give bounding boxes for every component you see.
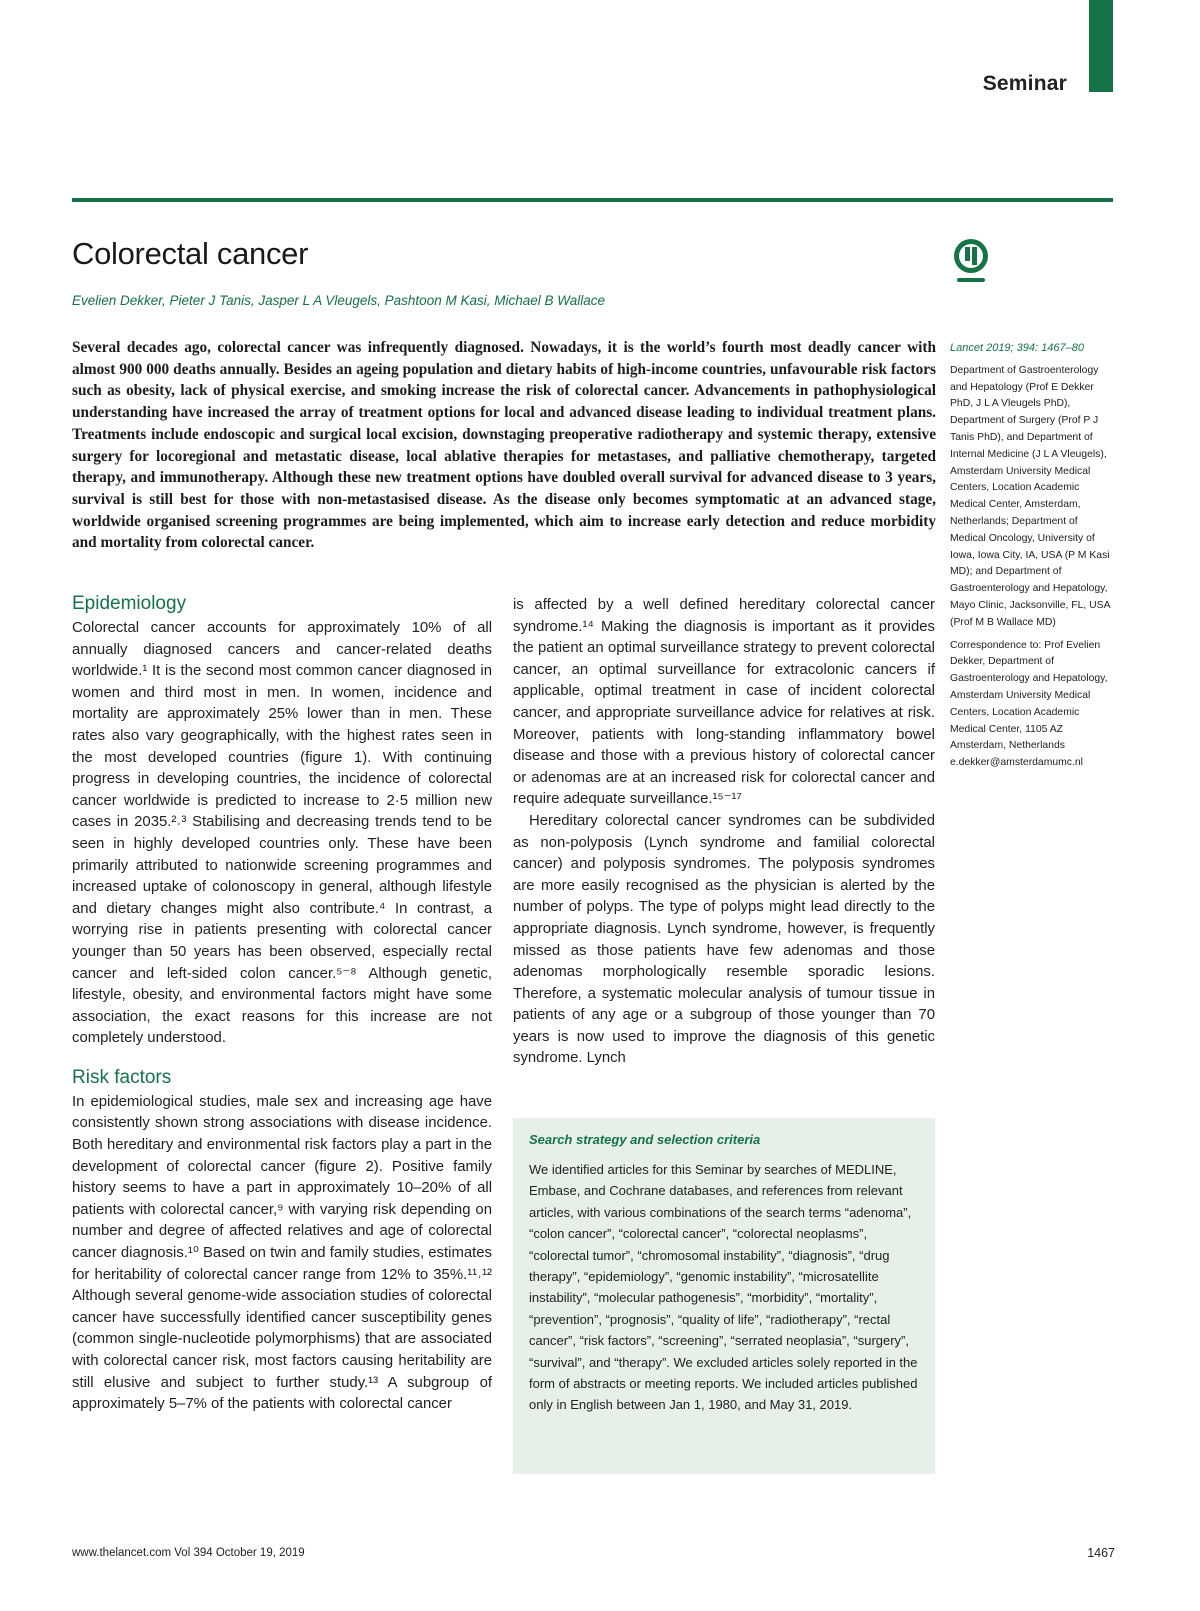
section-label: Seminar [982,72,1067,95]
footer-journal-info: www.thelancet.com Vol 394 October 19, 2019 [72,1547,305,1559]
panel-heading: Search strategy and selection criteria [529,1132,761,1147]
heading-epidemiology: Epidemiology [72,593,187,614]
affiliations: Department of Gastroenterology and Hepatology (Prof E Dekker PhD, J L A Vleugels PhD), Department of Surgery (Prof P J Tanis PhD), and Department of Internal Medicine (J L A Vleugels), Amsterdam University Medical Centers, Location Academic Medical Center, Amsterdam, Netherlands; Department of Medical Oncology, University of Iowa, Iowa City, IA, USA (P M Kasi MD); and Department of Gastroenterology and Hepatology, Mayo Clinic, Jacksonville, FL, USA (Prof M B Wallace MD) [950,364,1110,628]
epidemiology-paragraph: Colorectal cancer accounts for approximately 10% of all annually diagnosed cancers and cancer-related deaths worldwide.¹ It is the second most common cancer diagnosed in women and third most in men. In women, incidence and mortality are approximately 25% lower than in men. These rates also vary geographically, with the highest rates seen in the most developed countries (figure 1). With continuing progress in developing countries, the incidence of colorectal cancer worldwide is predicted to increase to 2·5 million new cases in 2035.²˒³ Stabilising and decreasing trends tend to be seen in highly developed countries only. These have been primarily attributed to nationwide screening programmes and increased uptake of colonoscopy in general, although lifestyle and dietary changes might also contribute.⁴ In contrast, a worrying rise in patients presenting with colorectal cancer younger than 50 years has been observed, especially rectal cancer and left-sided colon cancer.⁵⁻⁸ Although genetic, lifestyle, obesity, and environmental factors might have some association, the exact reasons for this increase are not completely understood. [72,620,492,1047]
sidebar-notes [950,340,1115,778]
citation: Lancet 2019; 394: 1467–80 [950,342,1084,354]
author-list: Evelien Dekker, Pieter J Tanis, Jasper L A Vleugels, Pashtoon M Kasi, Michael B Wallace [72,293,606,308]
abstract: Several decades ago, colorectal cancer was infrequently diagnosed. Nowadays, it is the world’s fourth most deadly cancer with almost 900 000 deaths annually. Besides an ageing population and dietary habits of high-income countries, unfavourable risk factors such as obesity, lack of physical exercise, and smoking increase the risk of colorectal cancer. Advancements in pathophysiological understanding have increased the array of treatment options for local and advanced disease leading to individual treatment plans. Treatments include endoscopic and surgical local excision, downstaging preoperative radiotherapy and systemic therapy, extensive surgery for locoregional and metastatic disease, local ablative therapies for metastases, and palliative chemotherapy, targeted therapy, and immunotherapy. Although these new treatment options have doubled overall survival for advanced disease to 3 years, survival is still best for those with non-metastasised disease. As the disease only becomes symptomatic at an advanced stage, worldwide organised screening programmes are being implemented, which aim to increase early detection and reduce morbidity and mortality from colorectal cancer. [72,339,936,552]
heading-risk-factors: Risk factors [72,1066,172,1088]
crossmark-icon[interactable] [951,238,991,286]
section-color-tab [1089,0,1113,92]
hereditary-paragraph-2: Hereditary colorectal cancer syndromes can be subdivided as non-polyposis (Lynch syndrome and familial colorectal cancer) and polyposis syndromes. The polyposis syndromes are more easily recognised as the physician is alerted by the number of polyps. The type of polyps might lead directly to the appropriate diagnosis. Lynch syndrome, however, is frequently missed as those patients have few adenomas and those adenomas morphologically resemble sporadic lesions. Therefore, a systematic molecular analysis of tumour tissue in patients of any age or a subgroup of those younger than 70 years is now used to improve the diagnosis of this genetic syndrome. Lynch [513,812,935,1067]
search-strategy-panel [513,1118,935,1474]
header-rule [72,198,1113,202]
risk-factors-paragraph: In epidemiological studies, male sex and increasing age have consistently shown strong associations with disease incidence. Both hereditary and environmental risk factors play a part in the development of colorectal cancer (figure 2). Positive family history seems to have a part in approximately 10–20% of all patients with colorectal cancer,⁹ with varying risk depending on number and degree of affected relatives and age of colorectal cancer diagnosis.¹⁰ Based on twin and family studies, estimates for heritability of colorectal cancer range from 12% to 35%.¹¹˒¹² Although several genome-wide association studies of colorectal cancer have successfully identified cancer susceptibility genes (common single-nucleotide polymorphisms) that are associated with colorectal cancer risk, most factors causing heritability are still elusive and subject to further study.¹³ A subgroup of approximately 5–7% of the patients with colorectal cancer [72,1093,492,1413]
page-number: 1467 [1087,1546,1115,1560]
hereditary-paragraph-1: is affected by a well defined hereditary colorectal cancer syndrome.¹⁴ Making the diagnosis is important as it provides the patient an optimal surveillance strategy to prevent colorectal cancer, an optimal surveillance for extracolonic cancers if applicable, optimal treatment in case of incident colorectal cancer, and appropriate surveillance advice for relatives at risk. Moreover, patients with long-standing inflammatory bowel disease and those with a previous history of colorectal cancer or adenomas are at an increased risk for colorectal cancer and require adequate surveillance.¹⁵⁻¹⁷ [513,597,935,808]
correspondence: Correspondence to: Prof Evelien Dekker, Department of Gastroenterology and Hepatology, Amsterdam University Medical Centers, Location Academic Medical Center, 1105 AZ Amsterdam, Netherlands e.dekker@amsterdamumc.nl [950,639,1108,769]
panel-text: We identified articles for this Seminar by searches of MEDLINE, Embase, and Cochrane databases, and references from relevant articles, with various combinations of the search terms “adenoma”, “colon cancer”, “colorectal cancer”, “colorectal neoplasms”, “colorectal tumor”, “chromosomal instability”, “diagnosis”, “drug therapy”, “epidemiology”, “genomic instability”, “microsatellite instability”, “molecular pathogenesis”, “morbidity”, “mortality”, “prevention”, “prognosis”, “quality of life”, “radiotherapy”, “rectal cancer”, “risk factors”, “screening”, “serrated neoplasia”, “surgery”, “survival”, and “therapy”. We excluded articles solely reported in the form of abstracts or meeting reports. We included articles published only in English between Jan 1, 1980, and May 31, 2019. [529,1162,918,1413]
body-column-right [513,595,935,1070]
body-column-left [72,592,492,1416]
article-title: Colorectal cancer [72,236,309,271]
